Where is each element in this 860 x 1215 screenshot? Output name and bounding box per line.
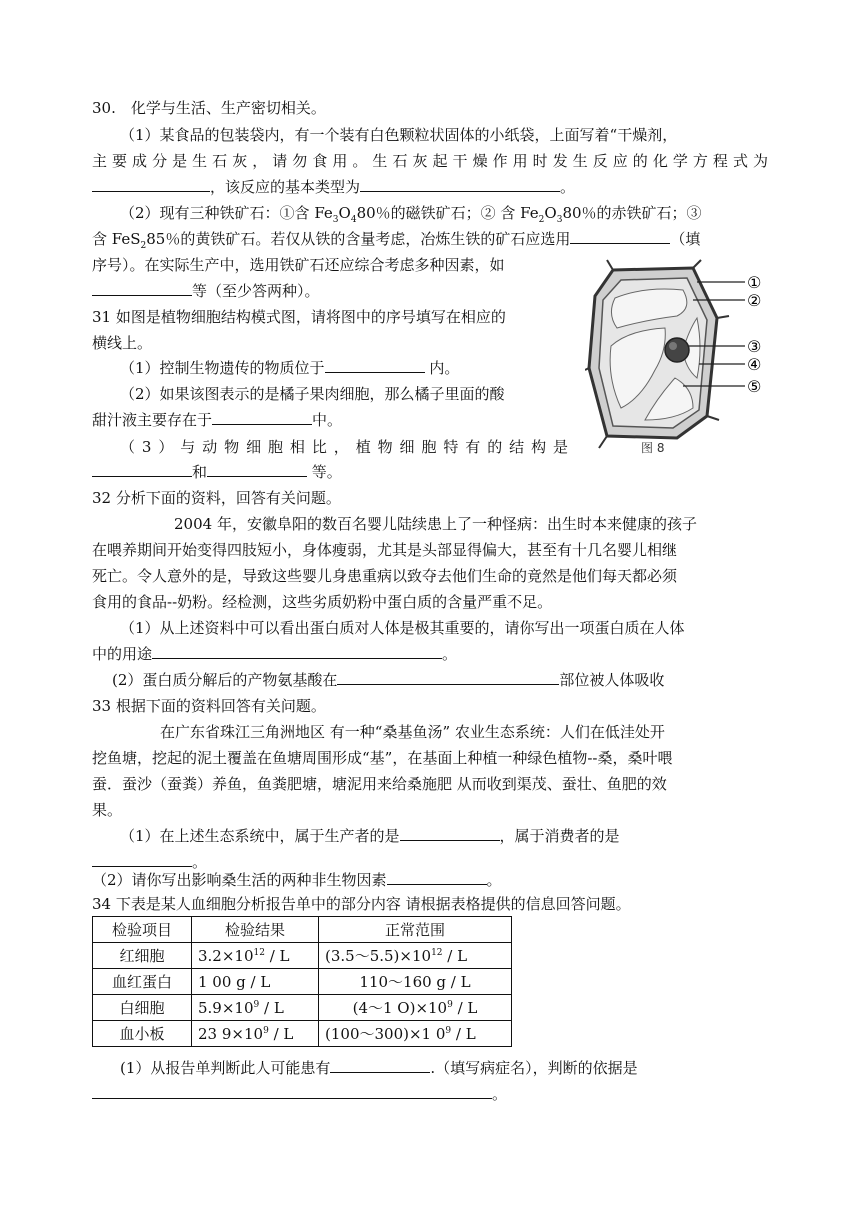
- q31-line1: 31 如图是植物细胞结构模式图，请将图中的序号填写在相应的: [92, 308, 506, 326]
- table-cell-range: (100～300)×1 $0^9$ / L: [319, 1021, 512, 1047]
- q33-para-line1: 在广东省珠江三角洲地区 有一种“桑基鱼汤” 农业生态系统：人们在低洼处开: [160, 723, 665, 741]
- q34-sub1-line2: 。: [92, 1083, 768, 1105]
- answer-blank[interactable]: [360, 176, 560, 192]
- q30-part2-line2: 含 FeS$_2$85％的黄铁矿石。若仅从铁的含量考虑，冶炼生铁的矿石应选用 （填: [92, 230, 701, 251]
- q31-sub2-line2: 甜汁液主要存在于 中。: [92, 411, 343, 429]
- answer-blank[interactable]: [92, 1083, 492, 1099]
- plant-cell-diagram: [585, 258, 775, 458]
- table-row: [93, 943, 512, 969]
- q32-para-line1: 2004 年，安徽阜阳的数百名婴儿陆续患上了一种怪病：出生时本来健康的孩子: [174, 515, 697, 533]
- q31-line2: 横线上。: [92, 334, 153, 352]
- table-cell-result: 23 $9\times 10^9 / L$: [192, 1021, 319, 1047]
- q32-para-line3: 死亡。令人意外的是，导致这些婴儿身患重病以致夺去他们生命的竟然是他们每天都必须: [92, 567, 678, 585]
- q31-sub1: （1）控制生物遗传的物质位于 内。: [120, 359, 460, 377]
- q33-para-line4: 果。: [92, 801, 123, 819]
- q33-sub1-line2: 。: [92, 851, 768, 873]
- answer-blank[interactable]: [400, 825, 500, 841]
- answer-blank[interactable]: [152, 643, 442, 659]
- figure-caption: 图 8: [641, 441, 665, 455]
- table-cell-item: 白细胞: [93, 995, 192, 1021]
- answer-blank[interactable]: [92, 176, 210, 192]
- nucleus: [665, 338, 689, 362]
- table-cell-item: 红细胞: [93, 943, 192, 969]
- answer-blank[interactable]: [207, 461, 307, 477]
- q31-sub3-line2: 和 等。: [92, 461, 768, 483]
- table-header-cell: 检验结果: [192, 917, 319, 943]
- figure-label-3: ③: [747, 337, 762, 356]
- q32-sub1-line2: 中的用途 。: [92, 645, 458, 663]
- q33-para-line3: 蚕．蚕沙（蚕粪）养鱼，鱼粪肥塘，塘泥用来给桑施肥 从而收到渠茂、蚕壮、鱼肥的效: [92, 775, 667, 793]
- q33-para-line2: 挖鱼塘，挖起的泥土覆盖在鱼塘周围形成“基”，在基面上种植一种绿色植物--桑，桑叶喂: [92, 749, 673, 767]
- table-row: [93, 995, 512, 1021]
- table-cell-result: $5.9\times 10^9 / L$: [192, 995, 319, 1021]
- q33-sub2: （2）请你写出影响桑生活的两种非生物因素 。: [92, 871, 502, 889]
- q30-part2-line4: 等（至少答两种）。: [92, 280, 768, 302]
- answer-blank[interactable]: [325, 357, 425, 373]
- q30-part2-line3: 序号）。在实际生产中，选用铁矿石还应综合考虑多种因素，如: [92, 256, 505, 274]
- figure-label-1: ①: [747, 273, 762, 292]
- q33-header: 33 根据下面的资料回答有关问题。: [92, 697, 326, 715]
- q31-sub3-line1: （3）与动物细胞相比，植物细胞特有的结构是: [120, 438, 568, 456]
- figure-label-5: ⑤: [747, 377, 762, 396]
- answer-blank[interactable]: [337, 669, 559, 685]
- table-header-cell: 正常范围: [319, 917, 512, 943]
- q32-sub2: (2）蛋白质分解后的产物氨基酸在 部位被人体吸收: [112, 671, 665, 689]
- nucleolus: [669, 342, 677, 350]
- q31-sub2-line1: （2）如果该图表示的是橘子果肉细胞，那么橘子里面的酸: [120, 385, 505, 403]
- table-cell-result: 1 00 g / L: [192, 969, 319, 995]
- answer-blank[interactable]: [212, 409, 312, 425]
- answer-blank[interactable]: [92, 851, 192, 867]
- q30-part1-line2: 主要成分是生石灰，请勿食用。生石灰起干燥作用时发生反应的化学方程式为: [92, 152, 768, 170]
- q30-part2-line1: （2）现有三种铁矿石：①含 $Fe_3O_480$％的磁铁矿石；② 含 $Fe_2O_380$％的赤铁矿石；③: [120, 204, 702, 225]
- answer-blank[interactable]: [330, 1057, 430, 1073]
- q32-para-line4: 食用的食品--奶粉。经检测，这些劣质奶粉中蛋白质的含量严重不足。: [92, 593, 553, 611]
- answer-blank[interactable]: [92, 461, 192, 477]
- q32-header: 32 分析下面的资料，回答有关问题。: [92, 489, 341, 507]
- q30-part1-line3: ，该反应的基本类型为 。: [92, 176, 768, 198]
- q34-header: 34 下表是某人血细胞分析报告单中的部分内容 请根据表格提供的信息回答问题。: [92, 895, 631, 913]
- answer-blank[interactable]: [92, 280, 192, 296]
- figure-label-2: ②: [747, 291, 762, 310]
- table-cell-range: 110～160 g / L: [319, 969, 512, 995]
- table-header-row: [93, 917, 512, 943]
- plant-cell-figure: [585, 258, 775, 458]
- q33-sub1-line1: （1）在上述生态系统中，属于生产者的是 ，属于消费者的是: [120, 827, 620, 845]
- table-cell-result: $3.2\times 10^{12} / L$: [192, 943, 319, 969]
- table-cell-item: 血小板: [93, 1021, 192, 1047]
- figure-label-4: ④: [747, 355, 762, 374]
- table-row: [93, 1021, 512, 1047]
- table-row: [93, 969, 512, 995]
- q32-sub1-line1: （1）从上述资料中可以看出蛋白质对人体是极其重要的，请你写出一项蛋白质在人体: [120, 619, 685, 637]
- table-cell-item: 血红蛋白: [93, 969, 192, 995]
- q32-para-line2: 在喂养期间开始变得四肢短小，身体瘦弱，尤其是头部显得偏大，甚至有十几名婴儿相继: [92, 541, 678, 559]
- q34-sub1-line1: (1）从报告单判断此人可能患有 .（填写病症名），判断的依据是: [120, 1059, 638, 1077]
- table-header-cell: 检验项目: [93, 917, 192, 943]
- table-cell-range: (4～1 $O)\times 10^9 / L$: [319, 995, 512, 1021]
- table-cell-range: $(3.5\sim 5.5)\times 10^{12} / L$: [319, 943, 512, 969]
- blood-report-table: [92, 916, 512, 1047]
- answer-blank[interactable]: [570, 228, 670, 244]
- q30-header: 30. 化学与生活、生产密切相关。: [92, 99, 326, 117]
- answer-blank[interactable]: [387, 869, 487, 885]
- q30-part1-line1: （1）某食品的包装袋内，有一个装有白色颗粒状固体的小纸袋，上面写着“干燥剂，: [120, 126, 678, 144]
